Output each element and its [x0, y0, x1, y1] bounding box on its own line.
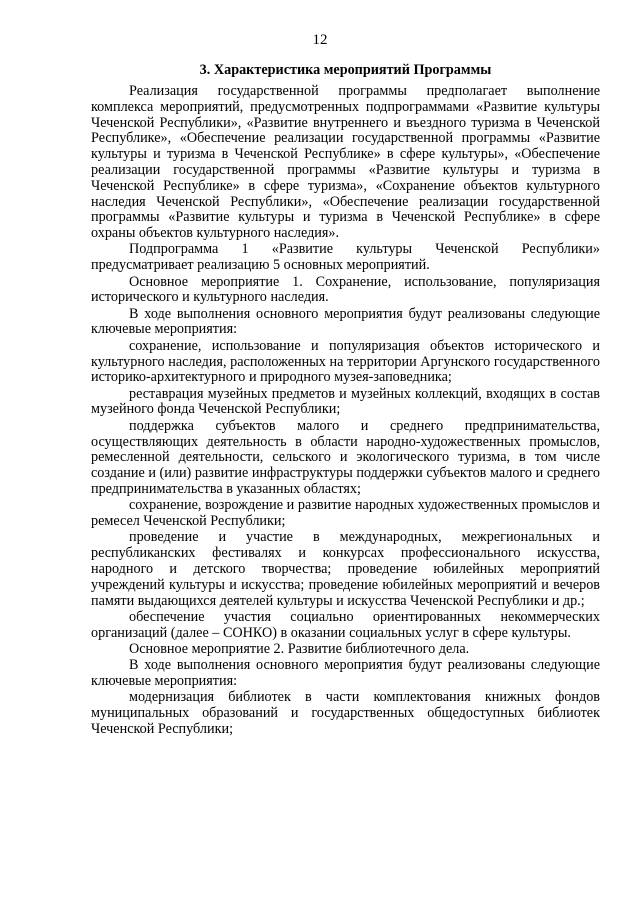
page-number: 12 — [312, 32, 328, 48]
paragraph-crafts-revival: сохранение, возрождение и развитие народных художественных промыслов и ремесел Чеченской Республики; — [91, 497, 600, 530]
paragraph-main-activity-1: Основное мероприятие 1. Сохранение, использование, популяризация исторического и культурного наследия. — [91, 273, 600, 306]
section-title: 3. Характеристика мероприятий Программы — [199, 62, 492, 78]
paragraph-festivals: проведение и участие в международных, межрегиональных и республиканских фестивалях и конкурсах профессионального искусства, народного и детского творчества; проведение юбилейных мероприятий учреждений культуры и искусства; проведение юбилейных мероприятий и вечеров памяти выдающихся деятелей культуры и искусства Чеченской Республики и др.; — [91, 529, 600, 609]
paragraph-sonko: обеспечение участия социально ориентированных некоммерческих организаций (далее – СОНКО) в оказании социальных услуг в сфере культуры. — [91, 608, 600, 641]
paragraph-intro: Реализация государственной программы предполагает выполнение комплекса мероприятий, предусмотренных подпрограммами «Развитие культуры Чеченской Республики», «Развитие внутреннего и въездного туризма в Чеченской Республике», «Обеспечение реализации государственной программы «Развитие культуры и туризма в Чеченской Республике» в сфере культуры», «Обеспечение реализации государственной программы «Развитие культуры и туризма в Чеченской Республике» в сфере туризма», «Сохранение объектов культурного наследия Чеченской Республики», «Обеспечение реализации государственной программы «Развитие культуры и туризма в Чеченской Республике» в сфере охраны объектов культурного наследия». — [91, 83, 600, 242]
paragraph-museum-restoration: реставрация музейных предметов и музейных коллекций, входящих в состав музейного фонда Чеченской Республики; — [91, 385, 600, 418]
paragraph-library-modernization: модернизация библиотек в части комплектования книжных фондов муниципальных образований и государственных общедоступных библиотек Чеченской Республики; — [91, 689, 600, 737]
paragraph-main-activity-2: Основное мероприятие 2. Развитие библиотечного дела. — [129, 640, 470, 657]
paragraph-business-support: поддержка субъектов малого и среднего предпринимательства, осуществляющих деятельность в области народно-художественных промыслов, ремесленной деятельности, сельского и экологического туризма, в том числе создание и (или) развитие инфраструктуры поддержки субъектов малого и среднего предпринимательства в указанных областях; — [91, 417, 600, 497]
paragraph-key-activities-intro-2: В ходе выполнения основного мероприятия будут реализованы следующие ключевые мероприятия: — [91, 657, 600, 689]
page-content — [91, 61, 600, 738]
paragraph-key-activities-intro-1: В ходе выполнения основного мероприятия будут реализованы следующие ключевые мероприятия: — [91, 305, 600, 338]
paragraph-subprogram-1: Подпрограмма 1 «Развитие культуры Чеченской Республики» предусматривает реализацию 5 основных мероприятий. — [91, 241, 600, 274]
paragraph-heritage-preservation: сохранение, использование и популяризация объектов исторического и культурного наследия, расположенных на территории Аргунского государственного историко-архитектурного и природного музея-заповедника; — [91, 337, 600, 386]
